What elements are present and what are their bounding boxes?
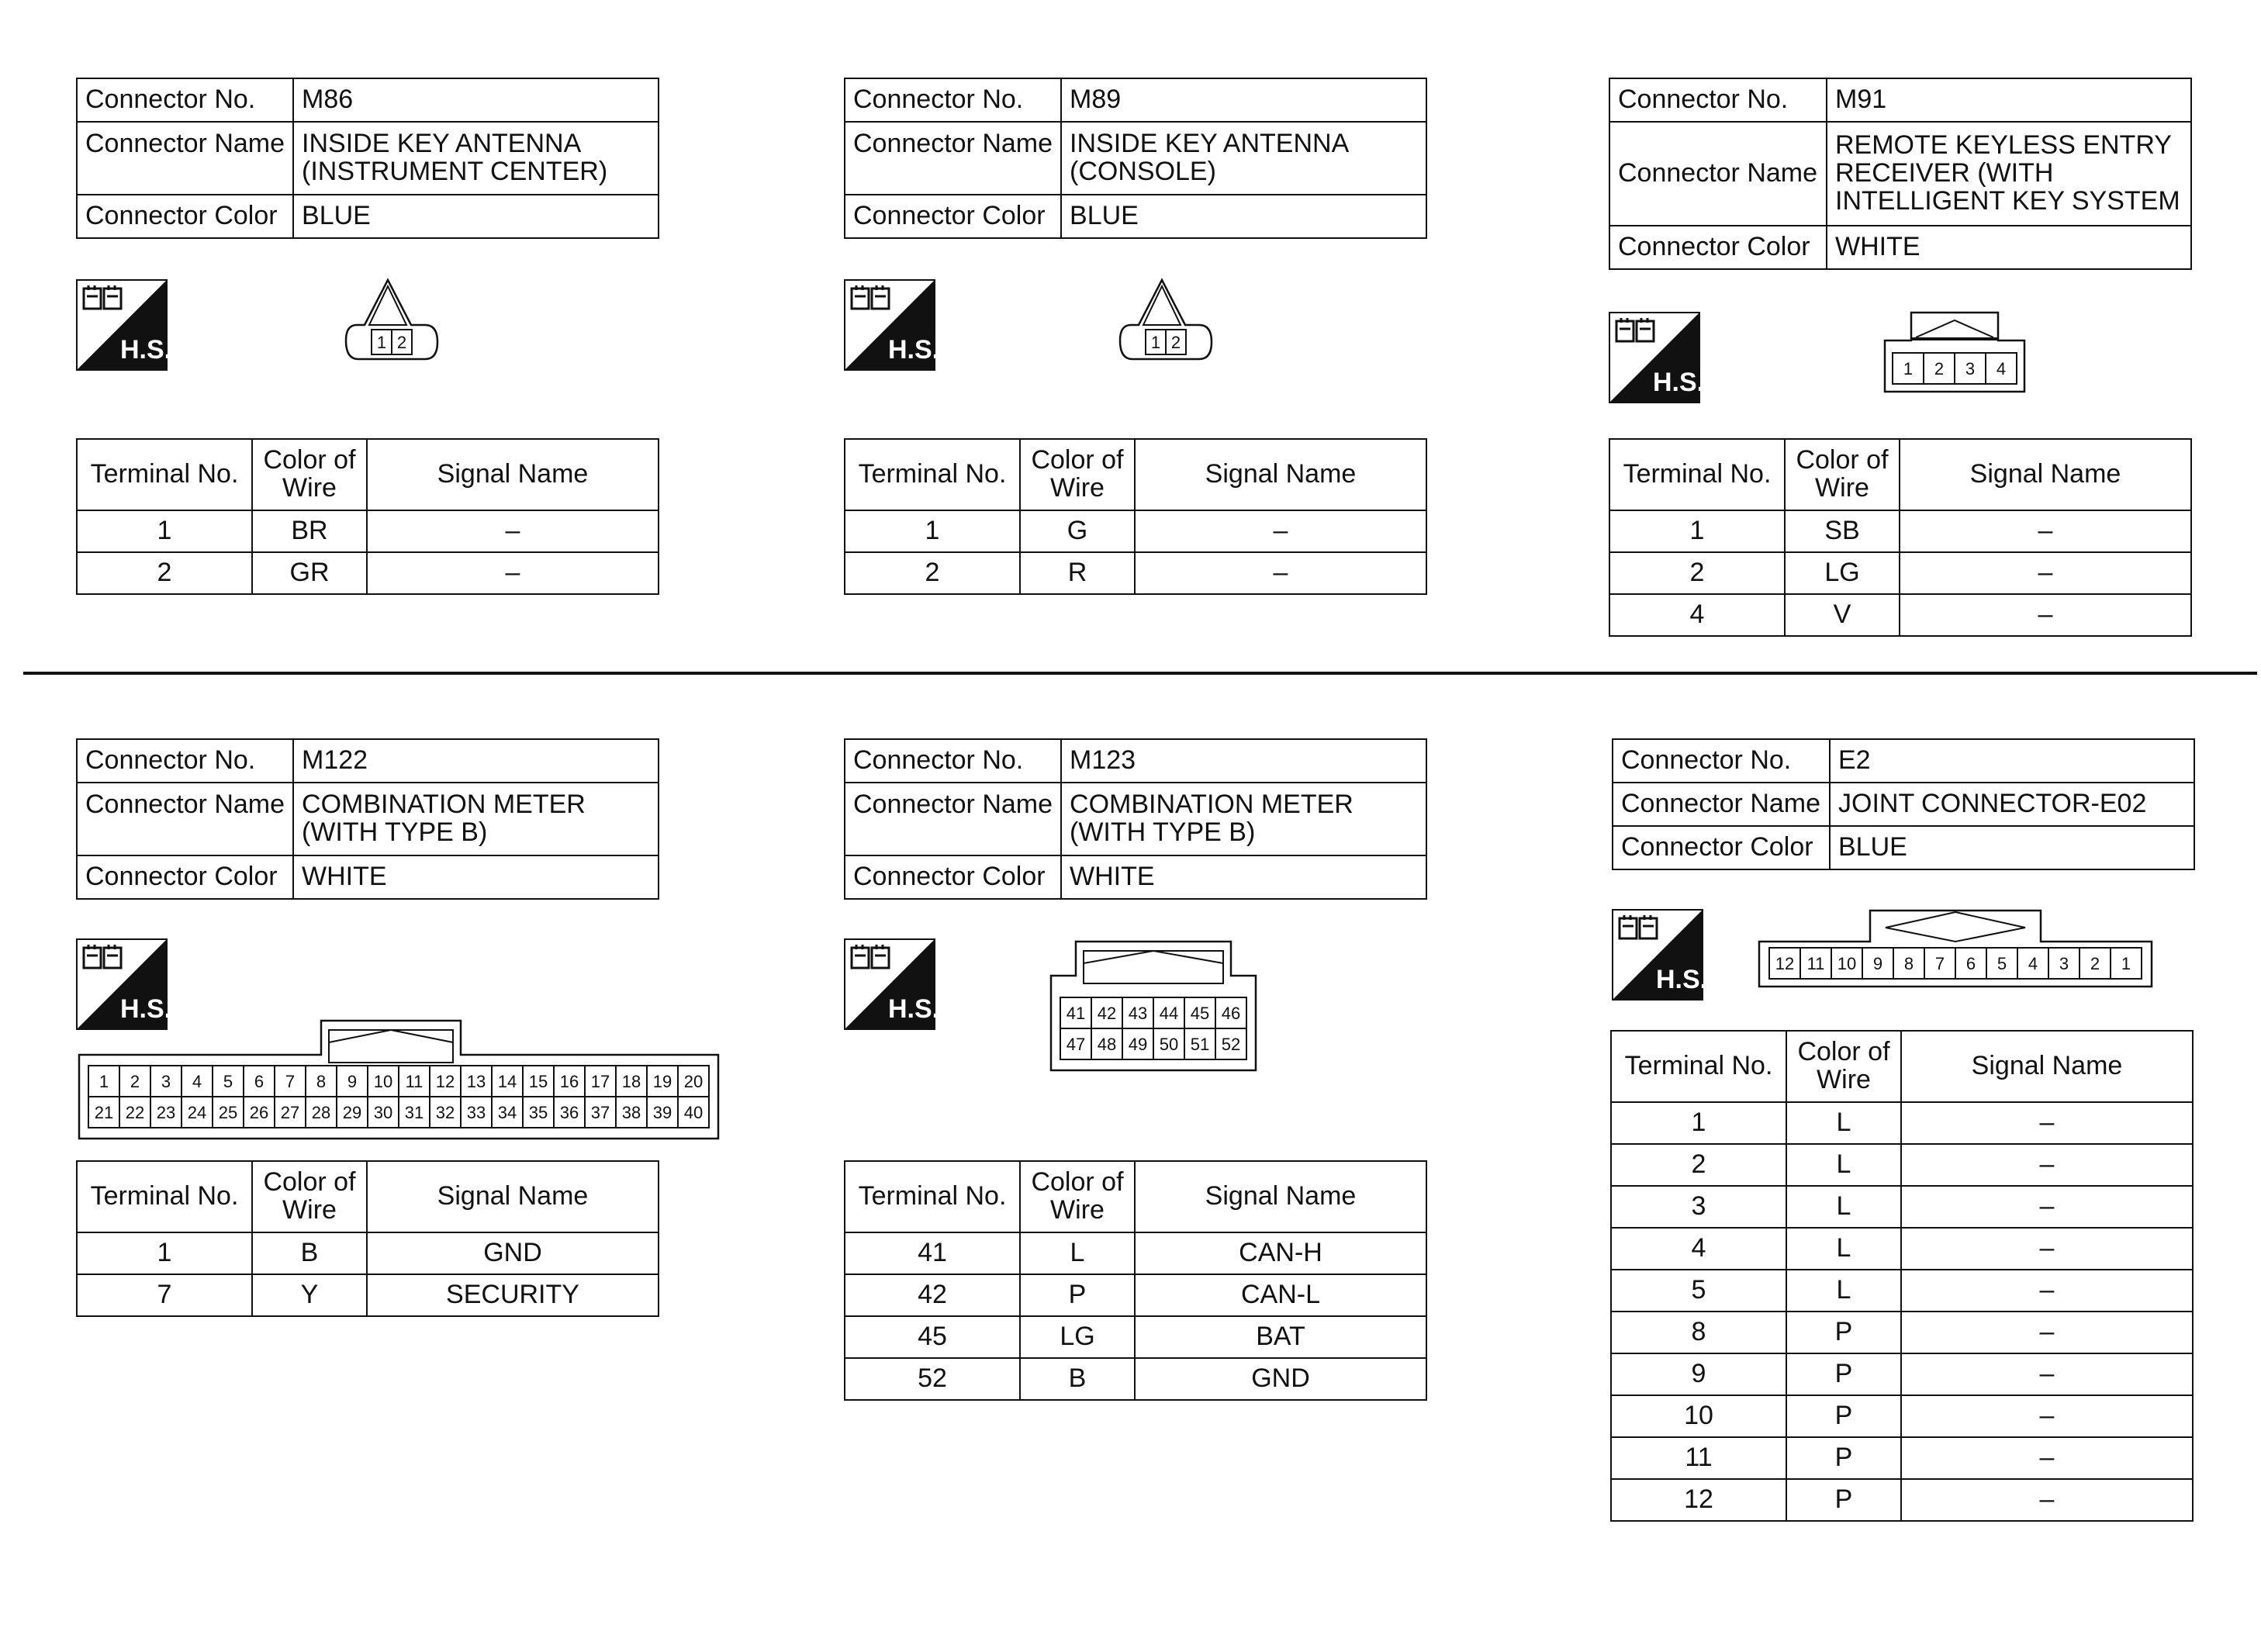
table-row [77,1274,659,1316]
terminal-no-cell: 8 [1611,1312,1786,1353]
pin-number: 35 [528,1102,548,1122]
connector-color-label: Connector Color [1613,826,1830,869]
connector-info-table [76,738,659,900]
table-row [1611,1479,2193,1521]
connector-color-value: WHITE [1061,855,1426,899]
pin-number: 3 [2059,953,2069,973]
harness-side-icon [1612,909,1708,1001]
connector-color-value: WHITE [293,855,659,899]
pin-number: 13 [466,1071,486,1091]
connector-face-diagram [334,275,450,376]
connector-color-label: Connector Color [1609,226,1827,269]
signal-name-header: Signal Name [1135,439,1426,510]
terminal-no-cell: 1 [1609,510,1785,552]
table-row [77,510,659,552]
connector-face-diagram [1877,306,2032,399]
pin-number: 2 [396,332,407,352]
terminal-no-cell: 2 [845,552,1020,594]
pin-number: 29 [342,1102,362,1122]
table-row [845,510,1426,552]
hs-label: H.S. [119,994,172,1024]
pin-number: 28 [311,1102,331,1122]
signal-name-cell: – [1135,552,1426,594]
pin-number: 1 [99,1071,109,1091]
terminal-no-cell: 1 [845,510,1020,552]
wire-color-cell: L [1786,1102,1901,1144]
pin-number: 6 [254,1071,264,1091]
signal-name-cell: – [1901,1437,2193,1479]
terminal-no-cell: 7 [77,1274,252,1316]
connector-face-diagram [1044,937,1263,1064]
connector-pair-icon [1620,915,1657,938]
harness-side-icon [1609,312,1705,403]
table-row [77,1232,659,1274]
signal-name-cell: GND [1135,1358,1426,1400]
wire-color-cell: R [1020,552,1135,594]
table-row [845,1274,1426,1316]
signal-name-cell: – [1900,510,2191,552]
signal-name-cell: – [1901,1228,2193,1270]
wire-color-cell: Y [252,1274,367,1316]
connector-info-table [76,78,659,239]
pin-number: 27 [280,1102,300,1122]
connector-color-value: WHITE [1827,226,2191,269]
wire-color-cell: SB [1785,510,1900,552]
wire-color-cell: P [1786,1353,1901,1395]
terminal-no-cell: 52 [845,1358,1020,1400]
connector-name-label: Connector Name [77,122,293,195]
connector-no-label: Connector No. [1609,78,1827,122]
signal-name-cell: SECURITY [367,1274,659,1316]
signal-name-header: Signal Name [367,439,659,510]
table-row [1611,1270,2193,1312]
wire-color-cell: BR [252,510,367,552]
connector-info-table [1612,738,2195,870]
connector-pair-icon [84,945,121,968]
signal-name-header: Signal Name [1901,1031,2193,1102]
pin-number: 3 [1965,358,1976,378]
signal-name-cell: – [1900,552,2191,594]
table-row [1609,510,2191,552]
pin-number: 3 [161,1071,171,1091]
connector-no-value: M91 [1827,78,2191,122]
terminal-no-cell: 9 [1611,1353,1786,1395]
wire-color-cell: P [1786,1312,1901,1353]
table-row [1609,594,2191,636]
pin-number: 19 [652,1071,672,1091]
pin-number: 46 [1221,1003,1241,1023]
terminal-no-cell: 11 [1611,1437,1786,1479]
pin-number: 4 [192,1071,202,1091]
terminal-no-cell: 4 [1609,594,1785,636]
terminal-no-cell: 2 [1611,1144,1786,1186]
connector-pair-icon [852,285,889,309]
terminal-no-header: Terminal No. [1609,439,1785,510]
terminal-no-cell: 2 [77,552,252,594]
pin-number: 2 [1170,332,1181,352]
terminal-no-cell: 5 [1611,1270,1786,1312]
wire-color-cell: L [1786,1270,1901,1312]
signal-name-cell: – [1901,1186,2193,1228]
signal-name-cell: CAN-H [1135,1232,1426,1274]
pin-number: 37 [590,1102,610,1122]
connector-face-diagram [74,1016,723,1140]
signal-name-cell: – [1901,1312,2193,1353]
pin-number: 23 [156,1102,176,1122]
signal-name-cell: CAN-L [1135,1274,1426,1316]
terminal-no-cell: 45 [845,1316,1020,1358]
signal-name-cell: GND [367,1232,659,1274]
hs-label: H.S. [887,335,940,365]
connector-name-value: INSIDE KEY ANTENNA (INSTRUMENT CENTER) [293,122,659,195]
color-of-wire-header: Color of Wire [1785,439,1900,510]
pin-number: 22 [125,1102,145,1122]
signal-name-header: Signal Name [367,1161,659,1232]
wire-color-cell: L [1786,1186,1901,1228]
pin-number: 49 [1128,1034,1148,1054]
pin-number: 36 [559,1102,579,1122]
table-row [1611,1353,2193,1395]
pin-number: 42 [1097,1003,1117,1023]
pin-number: 51 [1190,1034,1210,1054]
signal-name-header: Signal Name [1900,439,2191,510]
pin-number: 44 [1159,1003,1179,1023]
connector-name-label: Connector Name [1609,122,1827,226]
connector-color-label: Connector Color [845,855,1061,899]
connector-pair-icon [1616,318,1654,341]
signal-name-cell: BAT [1135,1316,1426,1358]
table-row [1611,1228,2193,1270]
table-row [1611,1102,2193,1144]
table-row [845,1358,1426,1400]
pin-number: 12 [1775,953,1795,973]
pin-number: 20 [683,1071,704,1091]
table-row [845,1316,1426,1358]
pin-number: 16 [559,1071,579,1091]
pin-number: 1 [1903,358,1914,378]
terminal-no-header: Terminal No. [845,1161,1020,1232]
color-of-wire-header: Color of Wire [1020,439,1135,510]
pin-number: 26 [249,1102,269,1122]
signal-name-cell: – [1135,510,1426,552]
pin-number: 8 [1903,953,1914,973]
wire-color-cell: P [1786,1395,1901,1437]
hs-label: H.S. [119,335,172,365]
pin-number: 40 [683,1102,704,1122]
connector-no-label: Connector No. [845,78,1061,122]
harness-side-icon [844,938,940,1030]
pin-number: 10 [373,1071,393,1091]
pin-number: 24 [187,1102,207,1122]
connector-name-label: Connector Name [77,783,293,855]
pin-number: 18 [621,1071,641,1091]
connector-name-value: COMBINATION METER (WITH TYPE B) [1061,783,1426,855]
signal-name-cell: – [367,510,659,552]
wire-color-cell: B [252,1232,367,1274]
connector-info-table [844,78,1427,239]
pin-number: 4 [1996,358,2007,378]
terminal-no-cell: 3 [1611,1186,1786,1228]
terminal-no-cell: 1 [77,510,252,552]
connector-no-value: M122 [293,739,659,783]
connector-no-value: M89 [1061,78,1426,122]
wire-color-cell: GR [252,552,367,594]
pin-number: 38 [621,1102,641,1122]
color-of-wire-header: Color of Wire [252,439,367,510]
pin-number: 1 [376,332,387,352]
wire-color-cell: B [1020,1358,1135,1400]
pin-number: 32 [435,1102,455,1122]
connector-color-value: BLUE [1061,195,1426,238]
connector-name-value: REMOTE KEYLESS ENTRY RECEIVER (WITH INTELLIGENT KEY SYSTEM [1827,122,2191,226]
terminal-no-header: Terminal No. [1611,1031,1786,1102]
table-row [1611,1186,2193,1228]
terminal-no-cell: 4 [1611,1228,1786,1270]
pin-number: 7 [285,1071,296,1091]
pin-number: 33 [466,1102,486,1122]
signal-name-cell: – [1901,1270,2193,1312]
pin-number: 9 [1872,953,1883,973]
terminal-no-header: Terminal No. [77,439,252,510]
pin-number: 2 [1934,358,1945,378]
signal-name-cell: – [1901,1395,2193,1437]
color-of-wire-header: Color of Wire [1786,1031,1901,1102]
connector-no-value: M123 [1061,739,1426,783]
pin-number: 1 [1150,332,1161,352]
connector-name-value: COMBINATION METER (WITH TYPE B) [293,783,659,855]
table-row [1609,552,2191,594]
wire-color-cell: L [1020,1232,1135,1274]
hs-label: H.S. [1652,368,1705,397]
connector-info-table [844,738,1427,900]
pin-number: 11 [1806,953,1825,973]
signal-name-cell: – [1901,1353,2193,1395]
connector-no-label: Connector No. [77,739,293,783]
pin-number: 5 [223,1071,233,1091]
pin-number: 4 [2028,953,2038,973]
pin-number: 21 [94,1102,114,1122]
wire-color-cell: P [1786,1479,1901,1521]
pin-number: 11 [405,1071,424,1091]
pin-number: 52 [1221,1034,1241,1054]
pin-number: 2 [130,1071,140,1091]
wire-color-cell: L [1786,1144,1901,1186]
pin-number: 31 [404,1102,424,1122]
table-row [1611,1395,2193,1437]
terminal-no-cell: 1 [77,1232,252,1274]
connector-name-label: Connector Name [1613,783,1830,826]
signal-name-cell: – [1900,594,2191,636]
connector-info-table [1609,78,2192,270]
connector-no-label: Connector No. [845,739,1061,783]
connector-no-label: Connector No. [1613,739,1830,783]
connector-no-value: M86 [293,78,659,122]
connector-no-value: E2 [1830,739,2194,783]
terminal-table [1609,438,2192,637]
signal-name-cell: – [1901,1144,2193,1186]
connector-no-label: Connector No. [77,78,293,122]
terminal-table [844,438,1427,595]
connector-name-value: INSIDE KEY ANTENNA (CONSOLE) [1061,122,1426,195]
connector-color-value: BLUE [1830,826,2194,869]
connector-color-label: Connector Color [845,195,1061,238]
hs-label: H.S. [887,994,940,1024]
pin-number: 1 [2121,953,2131,973]
table-row [845,552,1426,594]
terminal-no-cell: 41 [845,1232,1020,1274]
pin-number: 15 [528,1071,548,1091]
table-row [1611,1312,2193,1353]
signal-name-cell: – [367,552,659,594]
pin-number: 39 [652,1102,672,1122]
connector-name-label: Connector Name [845,122,1061,195]
table-row [1611,1144,2193,1186]
terminal-table [844,1160,1427,1401]
signal-name-cell: – [1901,1479,2193,1521]
connector-face-diagram [1108,275,1224,376]
wire-color-cell: V [1785,594,1900,636]
pin-number: 10 [1837,953,1857,973]
pin-number: 25 [218,1102,238,1122]
connector-color-value: BLUE [293,195,659,238]
wire-color-cell: G [1020,510,1135,552]
terminal-no-header: Terminal No. [845,439,1020,510]
terminal-no-cell: 42 [845,1274,1020,1316]
terminal-no-cell: 10 [1611,1395,1786,1437]
pin-number: 45 [1190,1003,1210,1023]
connector-pair-icon [84,285,121,309]
color-of-wire-header: Color of Wire [252,1161,367,1232]
connector-color-label: Connector Color [77,855,293,899]
terminal-no-cell: 1 [1611,1102,1786,1144]
pin-number: 8 [316,1071,327,1091]
color-of-wire-header: Color of Wire [1020,1161,1135,1232]
pin-number: 41 [1066,1003,1086,1023]
pin-number: 30 [373,1102,393,1122]
pin-number: 34 [497,1102,517,1122]
wire-color-cell: L [1786,1228,1901,1270]
connector-name-value: JOINT CONNECTOR-E02 [1830,783,2194,826]
pin-number: 50 [1159,1034,1179,1054]
pin-number: 7 [1934,953,1945,973]
connector-pair-icon [852,945,889,968]
pin-number: 17 [590,1071,610,1091]
harness-side-icon [844,279,940,371]
pin-number: 14 [497,1071,517,1091]
terminal-no-header: Terminal No. [77,1161,252,1232]
terminal-no-cell: 12 [1611,1479,1786,1521]
table-row [845,1232,1426,1274]
terminal-table [76,1160,659,1317]
terminal-no-cell: 2 [1609,552,1785,594]
connector-color-label: Connector Color [77,195,293,238]
connector-name-label: Connector Name [845,783,1061,855]
terminal-table [1610,1030,2194,1522]
wire-color-cell: P [1786,1437,1901,1479]
table-row [1611,1437,2193,1479]
pin-number: 9 [347,1071,358,1091]
wire-color-cell: P [1020,1274,1135,1316]
pin-number: 6 [1965,953,1976,973]
hs-label: H.S. [1655,965,1708,994]
pin-number: 43 [1128,1003,1148,1023]
pin-number: 48 [1097,1034,1117,1054]
wire-color-cell: LG [1785,552,1900,594]
pin-number: 12 [435,1071,455,1091]
pin-number: 47 [1066,1034,1086,1054]
connector-face-diagram [1756,906,2155,991]
wire-color-cell: LG [1020,1316,1135,1358]
harness-side-icon [76,279,172,371]
section-divider [23,672,2257,675]
pin-number: 5 [1997,953,2007,973]
table-row [77,552,659,594]
pin-number: 2 [2090,953,2100,973]
signal-name-header: Signal Name [1135,1161,1426,1232]
signal-name-cell: – [1901,1102,2193,1144]
terminal-table [76,438,659,595]
